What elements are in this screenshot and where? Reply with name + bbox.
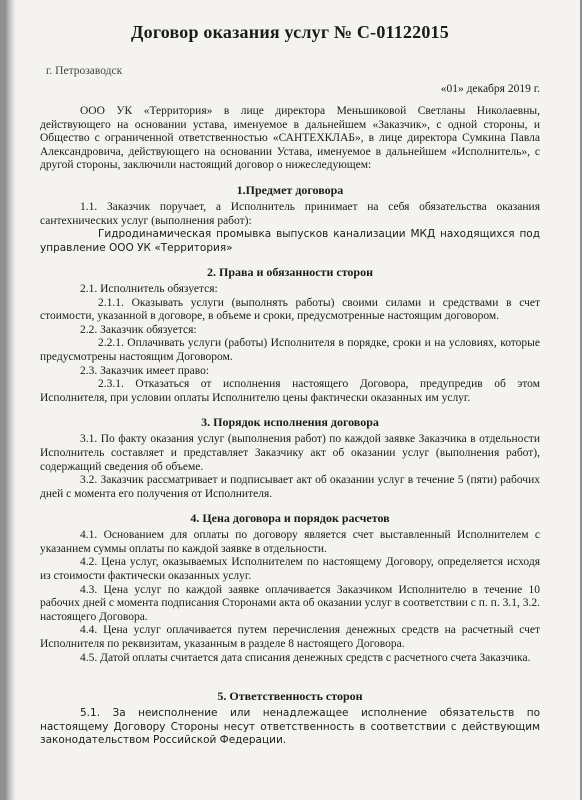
clause-4-2: 4.2. Цена услуг, оказываемых Исполнителем по настоящему Договору, определяется исходя из стоимости фактически оказанных услуг. <box>40 556 540 583</box>
clause-4-5: 4.5. Датой оплаты считается дата списания денежных средств с расчетного счета Заказчика. <box>80 651 531 664</box>
document-page <box>6 0 580 800</box>
contract-sheet <box>40 22 540 747</box>
section-title-subject: 1.Предмет договора <box>236 182 344 197</box>
clause-2-1-1: 2.1.1. Оказывать услуги (выполнять работы) своими силами и средствами в счет стоимости, указанной в договоре, в объеме и сроки, предусмотренные настоящим договором. <box>40 296 540 323</box>
clause-2-2-1: 2.2.1. Оплачивать услуги (работы) Исполнителя в порядке, сроки и на условиях, которые предусмотрены настоящим Договором. <box>40 337 540 363</box>
clause-4-1: 4.1. Основанием для оплаты по договору является счет выставленный Исполнителем с указанием суммы оплаты по каждой заявке в отдельности. <box>40 529 540 555</box>
section-gap <box>40 665 540 679</box>
preamble: ООО УК «Территория» в лице директора Меньшиковой Светланы Николаевны, действующего на основании устава, именуемое в дальнейшем «Заказчик», с одной стороны, и Общество с ограниченной ответственностью «САНТЕХКЛАБ», в лице директора Сумкина Павла Александровича, действующего на основании Устава, именуемое в дальнейшем «Исполнитель», с другой стороны, заключили настоящий договор о нижеследующем: <box>40 105 540 172</box>
clause-4-4: 4.4. Цена услуг оплачивается путем перечисления денежных средств на расчетный счет Исполнителя по реквизитам, указанным в разделе 8 настоящего Договора. <box>40 624 540 651</box>
section-title-price: 4. Цена договора и порядок расчетов <box>190 511 390 526</box>
clause-5-1: 5.1. За неисполнение или ненадлежащее исполнение обязательств по настоящему Договору Стороны несут ответственность в соответствии с действующим законодательством Российской Федерации. <box>40 707 540 747</box>
scan-edge-shadow <box>6 0 16 800</box>
clause-2-1: 2.1. Исполнитель обязуется: <box>80 282 218 295</box>
section-title-liability: 5. Ответственность сторон <box>217 689 363 704</box>
section-title-procedure: 3. Порядок исполнения договора <box>201 415 379 430</box>
document-title: Договор оказания услуг № С-01122015 <box>131 22 449 42</box>
clause-1-1-description: Гидродинамическая промывка выпусков канализации МКД находящихся под управление ООО УК «Территория» <box>40 228 540 254</box>
clause-2-3: 2.3. Заказчик имеет право: <box>80 364 210 377</box>
clause-4-3: 4.3. Цена услуг по каждой заявке оплачивается Заказчиком Исполнителю в течение 10 рабочих дней с момента подписания Сторонами акта об оказании услуг в соответствии с п. п. 3.1, 3.2. настоящего Договора. <box>40 583 540 623</box>
city-line: г. Петрозаводск <box>46 65 123 77</box>
section-title-rights: 2. Права и обязанности сторон <box>206 264 374 279</box>
clause-3-1: 3.1. По факту оказания услуг (выполнения работ) по каждой заявке Заказчика в отдельности Исполнитель составляет и представляет Заказчику акт об оказании услуг (выполнения работ), содержащий сведения об объеме. <box>40 433 540 473</box>
clause-1-1: 1.1. Заказчик поручает, а Исполнитель принимает на себя обязательства оказания сантехнических услуг (выполнения работ): <box>40 200 540 227</box>
clause-2-2: 2.2. Заказчик обязуется: <box>80 323 197 336</box>
clause-2-3-1: 2.3.1. Отказаться от исполнения настоящего Договора, предупредив об этом Исполнителя, при условии оплаты Исполнителю цены фактически оказанных им услуг. <box>40 378 540 404</box>
clause-3-2: 3.2. Заказчик рассматривает и подписывает акт об оказании услуг в течение 5 (пяти) рабочих дней с момента его получения от Исполнителя. <box>40 474 540 500</box>
contract-date: «01» декабря 2019 г. <box>440 83 540 95</box>
